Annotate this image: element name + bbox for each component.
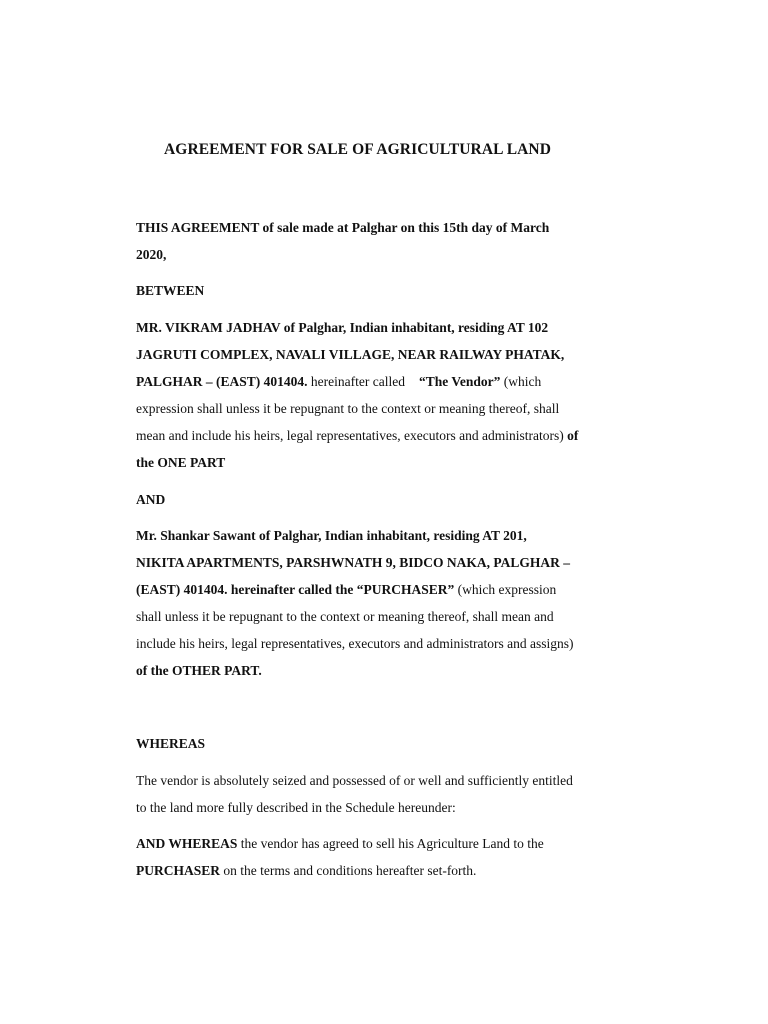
between-label: BETWEEN <box>136 283 205 298</box>
purchaser-line-6: of the OTHER PART. <box>136 663 262 678</box>
purchaser-line-1: Mr. Shankar Sawant of Palghar, Indian inhabitant, residing AT 201, <box>136 528 527 543</box>
vendor-hereinafter: hereinafter called <box>307 374 405 389</box>
intro-line-1: THIS AGREEMENT of sale made at Palghar on this 15th day of March <box>136 220 550 235</box>
purchaser-paragraph <box>136 522 636 684</box>
vendor-line-3 <box>136 368 636 395</box>
vendor-address-tail: PALGHAR – (EAST) 401404. <box>136 374 308 389</box>
and-whereas-paragraph <box>136 830 636 884</box>
seized-line-2: to the land more fully described in the Schedule hereunder: <box>136 800 456 815</box>
vendor-line-5 <box>136 422 636 449</box>
and-whereas-text: the vendor has agreed to sell his Agriculture Land to the <box>237 836 544 851</box>
vendor-defined-term: “The Vendor” <box>418 374 501 389</box>
vendor-paragraph <box>136 314 636 476</box>
purchaser-line-2: NIKITA APARTMENTS, PARSHWNATH 9, BIDCO NAKA, PALGHAR – <box>136 555 571 570</box>
terms-text: on the terms and conditions hereafter set-forth. <box>220 863 477 878</box>
vendor-of: of <box>563 428 579 443</box>
purchaser-line-4: shall unless it be repugnant to the context or meaning thereof, shall mean and <box>136 609 554 624</box>
vendor-line-4: expression shall unless it be repugnant to the context or meaning thereof, shall <box>136 401 560 416</box>
intro-paragraph <box>136 214 636 268</box>
vendor-line-6: the ONE PART <box>136 455 226 470</box>
and-whereas-line-1 <box>136 830 636 857</box>
purchaser-line-5: include his heirs, legal representatives, executors and administrators and assigns) <box>136 636 574 651</box>
purchaser-which: (which expression <box>454 582 557 597</box>
purchaser-line-3 <box>136 576 636 603</box>
purchaser-defined-term: (EAST) 401404. hereinafter called the “PURCHASER” <box>136 582 455 597</box>
and-whereas-line-2 <box>136 857 636 884</box>
seized-line-1: The vendor is absolutely seized and possessed of or well and sufficiently entitled <box>136 773 573 788</box>
vendor-line-2: JAGRUTI COMPLEX, NAVALI VILLAGE, NEAR RAILWAY PHATAK, <box>136 347 565 362</box>
vendor-line-1: MR. VIKRAM JADHAV of Palghar, Indian inhabitant, residing AT 102 <box>136 320 549 335</box>
purchaser-term: PURCHASER <box>136 863 221 878</box>
and-whereas-label: AND WHEREAS <box>136 836 238 851</box>
whereas-heading <box>136 730 636 757</box>
intro-line-2: 2020, <box>136 247 167 262</box>
vendor-which: (which <box>500 374 542 389</box>
between-heading <box>136 277 636 304</box>
and-label: AND <box>136 492 166 507</box>
document-title: AGREEMENT FOR SALE OF AGRICULTURAL LAND <box>164 141 552 158</box>
vendor-seized-paragraph <box>136 767 636 821</box>
whereas-label: WHEREAS <box>136 736 206 751</box>
and-heading <box>136 486 636 513</box>
vendor-heirs: mean and include his heirs, legal representatives, executors and administrators) <box>136 428 564 443</box>
